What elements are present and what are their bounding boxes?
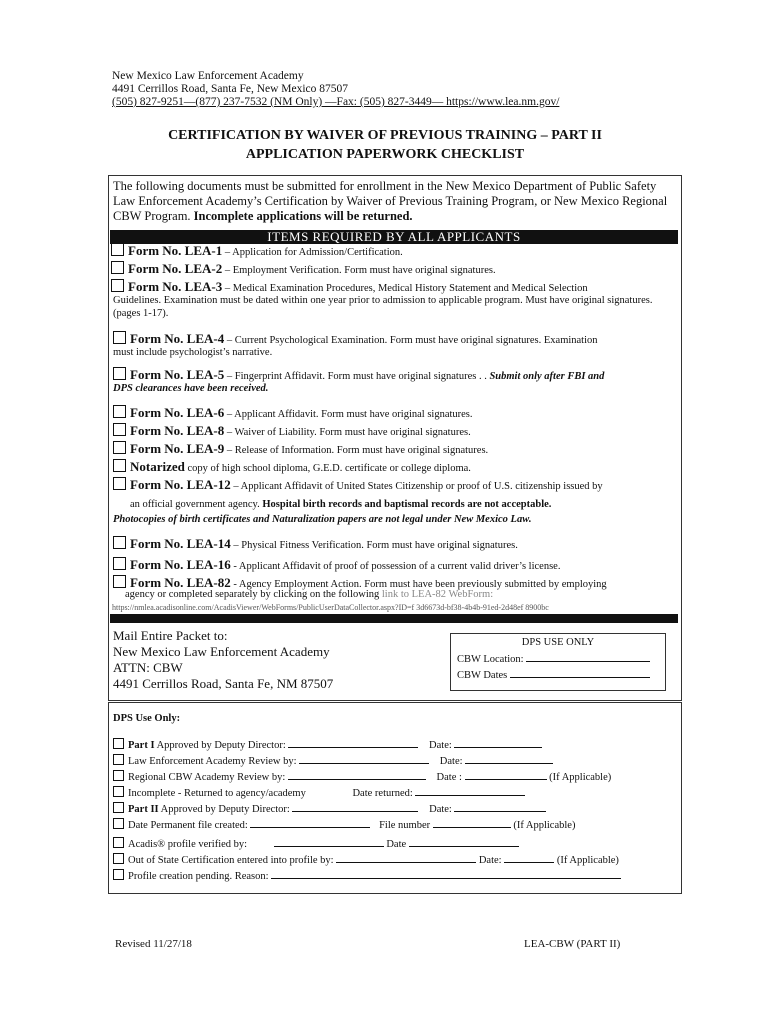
checkbox[interactable] xyxy=(113,869,124,880)
dps-approval-rows xyxy=(113,737,673,833)
document-subtitle: APPLICATION PAPERWORK CHECKLIST xyxy=(245,147,525,162)
checklist-item-lea-14: Form No. LEA-14 – Physical Fitness Verification. Form must have original signatures. xyxy=(113,536,518,552)
cbw-dates-field[interactable] xyxy=(510,667,650,678)
dps-row-lea-review: Law Enforcement Academy Review by: Date: xyxy=(113,753,673,769)
checklist-item-lea-1: Form No. LEA-1 – Application for Admission/Certification. xyxy=(111,243,403,259)
date-field[interactable] xyxy=(409,836,519,847)
required-items-banner: ITEMS REQUIRED BY ALL APPLICANTS xyxy=(110,230,678,244)
mail-attn: ATTN: CBW xyxy=(113,660,183,675)
mail-heading: Mail Entire Packet to: xyxy=(113,628,228,643)
dps-row-acadis: Acadis® profile verified by: Date xyxy=(113,836,673,852)
dps-row-permanent-file: Date Permanent file created: File number (If Applicable) xyxy=(113,817,673,833)
dps-row-incomplete: Incomplete - Returned to agency/academy Date returned: xyxy=(113,785,673,801)
signature-field[interactable] xyxy=(274,836,384,847)
checklist-item-lea-16: Form No. LEA-16 - Applicant Affidavit of proof of possession of a current valid driver’s license. xyxy=(113,557,560,573)
date-field[interactable] xyxy=(454,801,546,812)
checkbox[interactable] xyxy=(113,367,126,380)
intro-paragraph xyxy=(113,179,678,224)
header-line-3: (505) 827-9251—(877) 237-7532 (NM Only) —Fax: (505) 827-3449— https://www.lea.nm.gov/ xyxy=(112,96,560,108)
checklist-item-lea-12: Form No. LEA-12 – Applicant Affidavit of United States Citizenship or proof of U.S. citizenship issued by xyxy=(113,477,681,493)
date-field[interactable] xyxy=(454,737,542,748)
checkbox[interactable] xyxy=(113,477,126,490)
signature-field[interactable] xyxy=(336,852,476,863)
checkbox[interactable] xyxy=(113,536,126,549)
date-field[interactable] xyxy=(415,785,525,796)
dps-box-title: DPS USE ONLY xyxy=(521,637,595,648)
checklist-item-lea-6: Form No. LEA-6 – Applicant Affidavit. Form must have original signatures. xyxy=(113,405,473,421)
checkbox[interactable] xyxy=(113,818,124,829)
dps-row-out-of-state: Out of State Certification entered into profile by: Date: (If Applicable) xyxy=(113,852,673,868)
checkbox[interactable] xyxy=(113,754,124,765)
mail-street: 4491 Cerrillos Road, Santa Fe, NM 87507 xyxy=(113,676,334,691)
dps-row-pending: Profile creation pending. Reason: xyxy=(113,868,673,884)
checklist-item-lea-8: Form No. LEA-8 – Waiver of Liability. Form must have original signatures. xyxy=(113,423,471,439)
checklist-item-lea-3: Form No. LEA-3 – Medical Examination Procedures, Medical History Statement and Medical Selection xyxy=(111,279,679,295)
date-field[interactable] xyxy=(250,817,370,828)
intro-text: The following documents must be submitted for enrollment in the New Mexico Department of Public Safety Law Enforcement Academy’s Certification by Waiver of Previous Training Program, or New Mexico Regional CBW Program. xyxy=(113,179,668,223)
header-line-2: 4491 Cerrillos Road, Santa Fe, New Mexico 87507 xyxy=(112,83,349,95)
form-code: LEA-CBW (PART II) xyxy=(524,938,621,950)
dps-row-part-1: Part I Approved by Deputy Director: Date: xyxy=(113,737,673,753)
file-number-field[interactable] xyxy=(433,817,511,828)
checkbox[interactable] xyxy=(113,441,126,454)
signature-field[interactable] xyxy=(292,801,418,812)
checkbox[interactable] xyxy=(111,261,124,274)
dps-row-regional-review: Regional CBW Academy Review by: Date : (If Applicable) xyxy=(113,769,673,785)
dps-row-part-2: Part II Approved by Deputy Director: Date: xyxy=(113,801,673,817)
date-field[interactable] xyxy=(465,753,553,764)
checkbox[interactable] xyxy=(113,575,126,588)
intro-warning: Incomplete applications will be returned. xyxy=(193,209,413,223)
cbw-location-field[interactable] xyxy=(526,651,650,662)
checklist-item-lea-5: Form No. LEA-5 – Fingerprint Affidavit. Form must have original signatures . . Submit only after FBI and xyxy=(113,367,679,383)
lea-12-continuation: an official government agency. Hospital birth records and baptismal records are not acceptable. xyxy=(130,499,552,510)
document-title: CERTIFICATION BY WAIVER OF PREVIOUS TRAINING – PART II xyxy=(168,128,602,143)
checkbox[interactable] xyxy=(113,331,126,344)
checklist-item-notarized: Notarized copy of high school diploma, G.E.D. certificate or college diploma. xyxy=(113,459,471,475)
cbw-dates-row: CBW Dates xyxy=(457,667,665,681)
checkbox[interactable] xyxy=(113,837,124,848)
checklist-item-lea-2: Form No. LEA-2 – Employment Verification. Form must have original signatures. xyxy=(111,261,496,277)
date-field[interactable] xyxy=(465,769,547,780)
checkbox[interactable] xyxy=(113,802,124,813)
checkbox[interactable] xyxy=(113,770,124,781)
checkbox[interactable] xyxy=(113,557,126,570)
lea-82-continuation: agency or completed separately by clicking on the following link to LEA-82 WebForm: xyxy=(125,589,494,600)
date-field[interactable] xyxy=(504,852,554,863)
checkbox[interactable] xyxy=(113,853,124,864)
lea-3-continuation: Guidelines. Examination must be dated within one year prior to admission to applicable program. Must have original signatures. (pages 1-17). xyxy=(113,295,653,319)
academy-header xyxy=(112,70,559,109)
dps-use-only-box xyxy=(450,633,666,691)
checkbox[interactable] xyxy=(113,786,124,797)
checkbox[interactable] xyxy=(113,405,126,418)
signature-field[interactable] xyxy=(288,737,418,748)
header-line-1: New Mexico Law Enforcement Academy xyxy=(112,70,304,82)
signature-field[interactable] xyxy=(299,753,429,764)
lea-5-continuation: DPS clearances have been received. xyxy=(113,383,269,394)
checkbox[interactable] xyxy=(111,243,124,256)
checklist-item-lea-4: Form No. LEA-4 – Current Psychological Examination. Form must have original signatures. Examination xyxy=(113,331,679,347)
webform-url[interactable]: https://nmlea.acadisonline.com/AcadisViewer/WebForms/PublicUserDataCollector.aspx?ID=f 3d6673d-bf38-4b4b-91ed-2d48ef 8900bc xyxy=(112,603,549,612)
checkbox[interactable] xyxy=(111,279,124,292)
checklist-item-lea-9: Form No. LEA-9 – Release of Information. Form must have original signatures. xyxy=(113,441,488,457)
dps-use-heading: DPS Use Only: xyxy=(113,713,181,724)
signature-field[interactable] xyxy=(288,769,426,780)
lea-82-webform-link[interactable]: link to LEA-82 WebForm: xyxy=(381,589,494,600)
lea-4-continuation: must include psychologist’s narrative. xyxy=(113,347,273,358)
checklist-item-lea-82: Form No. LEA-82 - Agency Employment Action. Form must have been previously submitted by employing xyxy=(113,575,679,591)
checkbox[interactable] xyxy=(113,423,126,436)
cbw-location-row: CBW Location: xyxy=(457,651,665,665)
checkbox[interactable] xyxy=(113,738,124,749)
revision-date: Revised 11/27/18 xyxy=(115,938,192,950)
reason-field[interactable] xyxy=(271,868,621,879)
mailing-address xyxy=(113,628,333,692)
mail-recipient: New Mexico Law Enforcement Academy xyxy=(113,644,330,659)
lea-12-legal-note: Photocopies of birth certificates and Naturalization papers are not legal under New Mexico Law. xyxy=(113,514,532,525)
dps-profile-rows xyxy=(113,836,673,884)
checkbox[interactable] xyxy=(113,459,126,472)
redacted-bar xyxy=(110,614,678,623)
